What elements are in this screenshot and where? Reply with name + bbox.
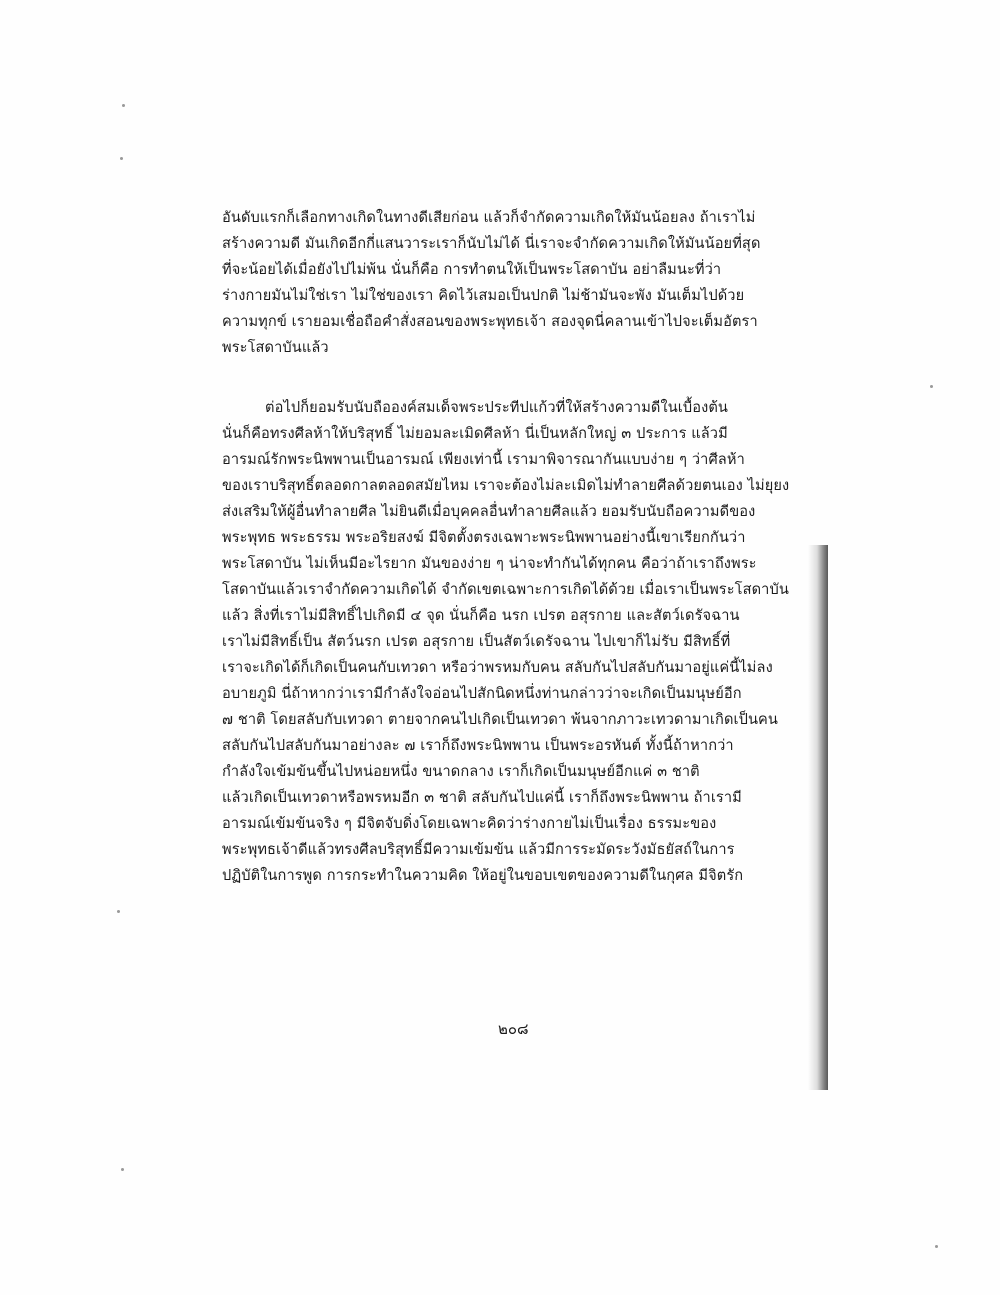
text-line: ปฏิบัติในการพูด การกระทำในความคิด ให้อยู่ในขอบเขตของความดีในกุศล มีจิตรัก: [222, 867, 744, 884]
text-line: ของเราบริสุทธิ์ตลอดกาลตลอดสมัยไหม เราจะต้องไม่ละเมิดไม่ทำลายศีลด้วยตนเอง ไม่ยุยง: [222, 477, 790, 494]
text-line: อารมณ์เข้มข้นจริง ๆ มีจิตจับดิ่งโดยเฉพาะคิดว่าร่างกายไม่เป็นเรื่อง ธรรมะของ: [222, 815, 717, 832]
text-line: นั่นก็คือทรงศีลห้าให้บริสุทธิ์ ไม่ยอมละเมิดศีลห้า นี่เป็นหลักใหญ่ ๓ ประการ แล้วมี: [222, 425, 728, 442]
text-line: ที่จะน้อยได้เมื่อยังไปไม่พ้น นั่นก็คือ การทำตนให้เป็นพระโสดาบัน อย่าลืมนะที่ว่า: [222, 261, 722, 278]
text-line: แล้ว สิ่งที่เราไม่มีสิทธิ์ไปเกิดมี ๔ จุด นั่นก็คือ นรก เปรต อสุรกาย และสัตว์เดรัจฉาน: [222, 607, 740, 624]
text-line: ร่างกายมันไม่ใช่เรา ไม่ใช่ของเรา คิดไว้เสมอเป็นปกติ ไม่ช้ามันจะพัง มันเต็มไปด้วย: [222, 287, 745, 304]
text-line: กำลังใจเข้มข้นขึ้นไปหน่อยหนึ่ง ขนาดกลาง เราก็เกิดเป็นมนุษย์อีกแค่ ๓ ชาติ: [222, 763, 700, 780]
text-line: ความทุกข์ เรายอมเชื่อถือคำสั่งสอนของพระพุทธเจ้า สองจุดนี่คลานเข้าไปจะเต็มอัตรา: [222, 313, 758, 330]
text-line: พระโสดาบันแล้ว: [222, 339, 329, 356]
text-line: อบายภูมิ นี่ถ้าหากว่าเรามีกำลังใจอ่อนไปสักนิดหนึ่งท่านกล่าวว่าจะเกิดเป็นมนุษย์อีก: [222, 685, 742, 702]
body-text: [222, 205, 842, 889]
text-line: อันดับแรกก็เลือกทางเกิดในทางดีเสียก่อน แล้วก็จำกัดความเกิดให้มันน้อยลง ถ้าเราไม่: [222, 209, 756, 226]
text-line: โสดาบันแล้วเราจำกัดความเกิดได้ จำกัดเขตเฉพาะการเกิดได้ด้วย เมื่อเราเป็นพระโสดาบัน: [222, 581, 789, 598]
text-line: เราไม่มีสิทธิ์เป็น สัตว์นรก เปรต อสุรกาย เป็นสัตว์เดรัจฉาน ไปเขาก็ไม่รับ มีสิทธิ์ที่: [222, 633, 731, 650]
text-line: พระโสดาบัน ไม่เห็นมีอะไรยาก มันของง่าย ๆ น่าจะทำกันได้ทุกคน คือว่าถ้าเราถึงพระ: [222, 555, 757, 572]
scan-speck: [930, 385, 933, 388]
scan-speck: [117, 910, 120, 913]
text-line: สร้างความดี มันเกิดอีกกี่แสนวาระเราก็นับไม่ได้ นี่เราจะจำกัดความเกิดให้มันน้อยที่สุด: [222, 235, 761, 252]
paragraph-1: [222, 205, 842, 361]
text-line: สลับกันไปสลับกันมาอย่างละ ๗ เราก็ถึงพระนิพพาน เป็นพระอรหันต์ ทั้งนี้ถ้าหากว่า: [222, 737, 734, 754]
page-number: ๒๐๘: [498, 1020, 529, 1038]
paragraph-2: [222, 395, 842, 889]
text-line: พระพุทธ พระธรรม พระอริยสงฆ์ มีจิตตั้งตรงเฉพาะพระนิพพานอย่างนี้เขาเรียกกันว่า: [222, 529, 746, 546]
text-line: ส่งเสริมให้ผู้อื่นทำลายศีล ไม่ยินดีเมื่อบุคคลอื่นทำลายศีลแล้ว ยอมรับนับถือความดีของ: [222, 503, 756, 520]
text-line: เราจะเกิดได้ก็เกิดเป็นคนกับเทวดา หรือว่าพรหมกับคน สลับกันไปสลับกันมาอยู่แค่นี้ไม่ลง: [222, 659, 773, 676]
text-line: พระพุทธเจ้าดีแล้วทรงศีลบริสุทธิ์มีความเข้มข้น แล้วมีการระมัดระวังมัธยัสถ์ในการ: [222, 841, 735, 858]
scan-speck: [122, 104, 125, 107]
text-line: ๗ ชาติ โดยสลับกับเทวดา ตายจากคนไปเกิดเป็นเทวดา พ้นจากภาวะเทวดามาเกิดเป็นคน: [222, 711, 778, 728]
paragraph-gap: [222, 361, 842, 395]
scan-speck: [120, 157, 123, 160]
scan-speck: [935, 1245, 938, 1248]
text-line: แล้วเกิดเป็นเทวดาหรือพรหมอีก ๓ ชาติ สลับกันไปแค่นี้ เราก็ถึงพระนิพพาน ถ้าเรามี: [222, 789, 742, 806]
text-line: ต่อไปก็ยอมรับนับถือองค์สมเด็จพระประทีปแก้วที่ให้สร้างความดีในเบื้องต้น: [265, 399, 728, 416]
text-line: อารมณ์รักพระนิพพานเป็นอารมณ์ เพียงเท่านี้ เรามาพิจารณากันแบบง่าย ๆ ว่าศีลห้า: [222, 451, 745, 468]
scan-speck: [121, 1168, 124, 1171]
